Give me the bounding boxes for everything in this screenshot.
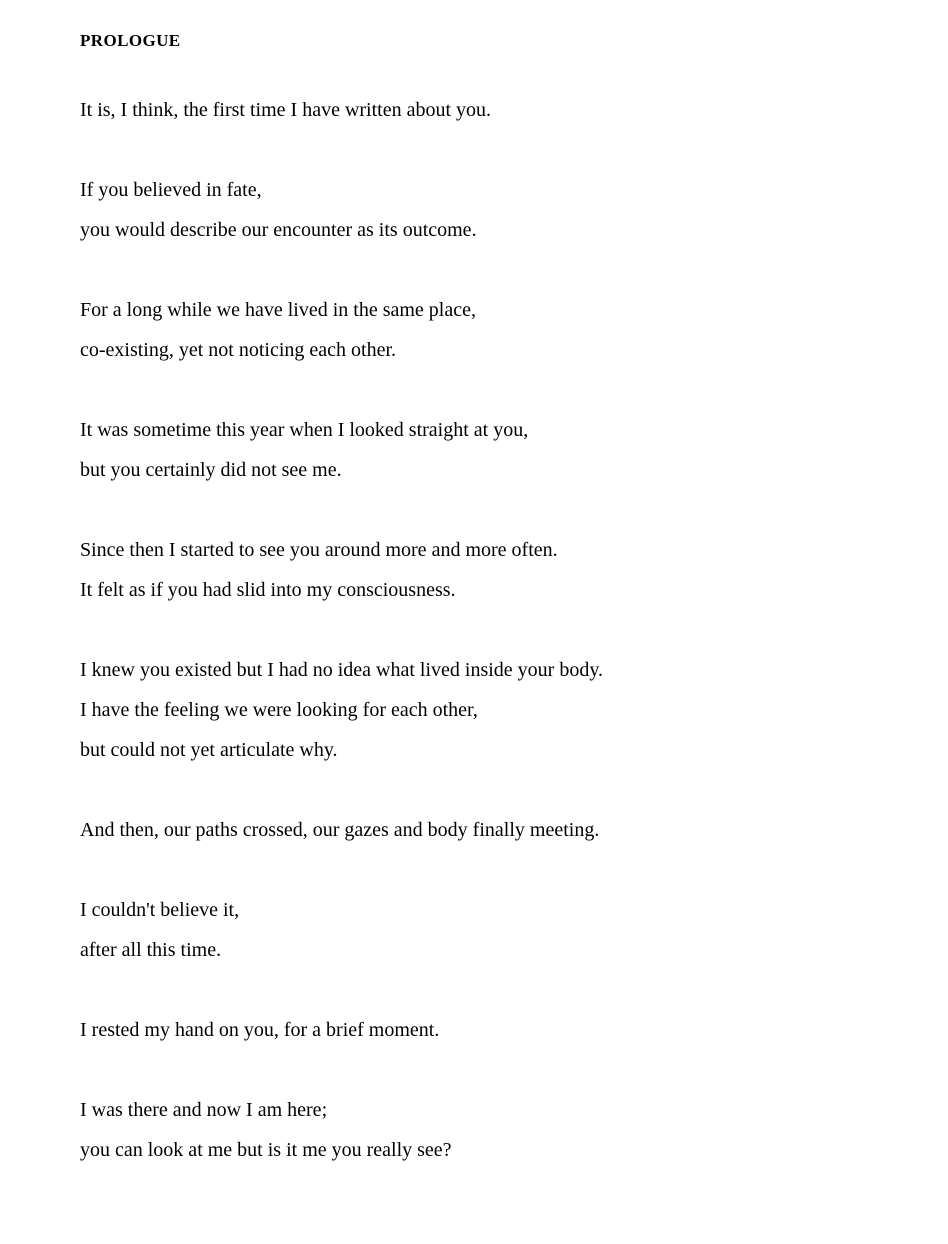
stanza: [80, 530, 888, 610]
poem-line: I knew you existed but I had no idea what lived inside your body.: [80, 659, 604, 681]
poem-line: but you certainly did not see me.: [80, 459, 342, 481]
stanza: [80, 810, 888, 850]
stanza: [80, 170, 888, 250]
poem-line: It is, I think, the first time I have written about you.: [80, 99, 492, 121]
poem-line: I have the feeling we were looking for each other,: [80, 699, 478, 721]
stanza: [80, 1010, 888, 1050]
poem-line: And then, our paths crossed, our gazes and body finally meeting.: [80, 819, 600, 841]
stanza: [80, 290, 888, 370]
poem-line: It felt as if you had slid into my consciousness.: [80, 579, 456, 601]
stanza: [80, 90, 888, 130]
stanza: [80, 1090, 888, 1170]
poem-line: you would describe our encounter as its outcome.: [80, 219, 477, 241]
stanza: [80, 650, 888, 770]
poem-line: co-existing, yet not noticing each other.: [80, 339, 397, 361]
poem-line: I rested my hand on you, for a brief moment.: [80, 1019, 440, 1041]
poem-line: If you believed in fate,: [80, 179, 262, 201]
poem-title: PROLOGUE: [80, 31, 181, 50]
stanza: [80, 410, 888, 490]
poem-line: For a long while we have lived in the same place,: [80, 299, 476, 321]
poem-line: you can look at me but is it me you really see?: [80, 1139, 452, 1161]
poem-body: [80, 90, 888, 1170]
poem-line: after all this time.: [80, 939, 222, 961]
poem-line: It was sometime this year when I looked straight at you,: [80, 419, 529, 441]
poem-line: Since then I started to see you around more and more often.: [80, 539, 558, 561]
poem-line: I couldn't believe it,: [80, 899, 240, 921]
stanza: [80, 890, 888, 970]
poem-line: but could not yet articulate why.: [80, 739, 338, 761]
poem-line: I was there and now I am here;: [80, 1099, 328, 1121]
